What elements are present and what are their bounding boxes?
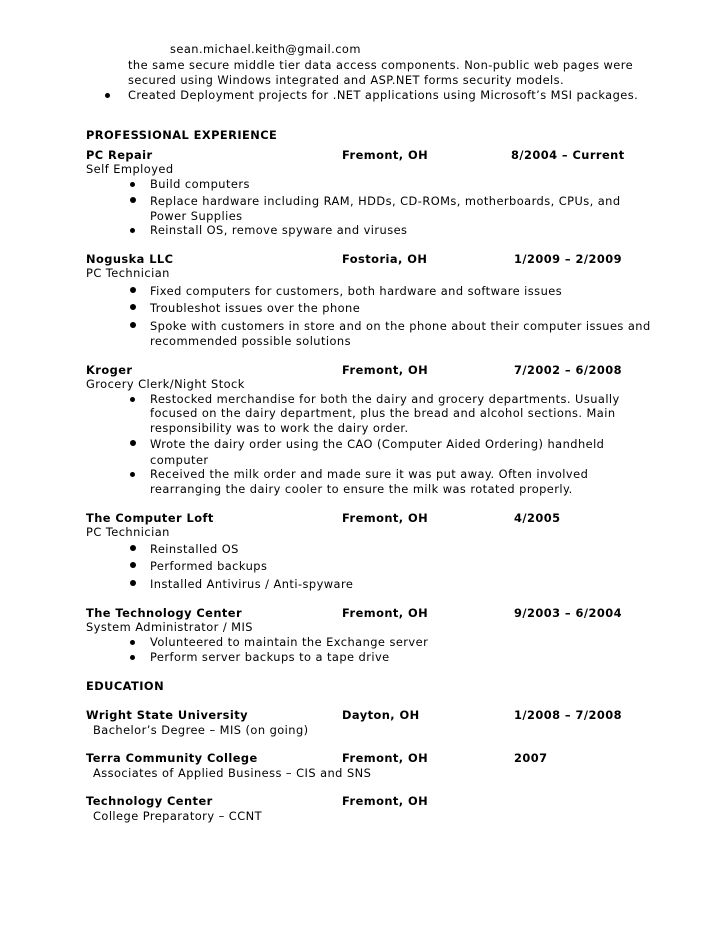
school-location: Dayton, OH: [342, 708, 420, 722]
job-dates: 8/2004 – Current: [511, 148, 625, 162]
job-company: Kroger: [86, 363, 133, 377]
bullet-icon: [130, 322, 136, 328]
job-bullet-text: computer: [150, 453, 209, 467]
job-role: Self Employed: [86, 162, 174, 176]
job-dates: 1/2009 – 2/2009: [514, 252, 622, 266]
continued-bullet-text: Created Deployment projects for .NET applications using Microsoft’s MSI packages.: [128, 88, 639, 102]
job-location: Fremont, OH: [342, 363, 429, 377]
job-company: Noguska LLC: [86, 252, 174, 266]
job-bullet-text: Received the milk order and made sure it was put away. Often involved: [150, 467, 589, 481]
job-bullet-text: Build computers: [150, 177, 250, 191]
job-bullet-text: Reinstalled OS: [150, 542, 239, 556]
job-role: Grocery Clerk/Night Stock: [86, 377, 245, 391]
job-bullet-text: Troubleshot issues over the phone: [150, 301, 361, 315]
job-bullet-text: Installed Antivirus / Anti-spyware: [150, 577, 354, 591]
school-name: Terra Community College: [86, 751, 258, 765]
job-dates: 4/2005: [514, 511, 561, 525]
job-bullet-text: Performed backups: [150, 559, 268, 573]
job-bullet-text: responsibility was to work the dairy order.: [150, 421, 409, 435]
job-bullet-text: rearranging the dairy cooler to ensure the milk was rotated properly.: [150, 482, 573, 496]
bullet-icon: [130, 440, 136, 446]
school-degree: Associates of Applied Business – CIS and SNS: [93, 766, 372, 780]
job-bullet-text: Volunteered to maintain the Exchange server: [150, 635, 429, 649]
bullet-icon: [130, 304, 136, 310]
job-role: PC Technician: [86, 266, 170, 280]
job-location: Fremont, OH: [342, 511, 429, 525]
job-dates: 7/2002 – 6/2008: [514, 363, 622, 377]
bullet-icon: [130, 287, 136, 293]
continued-text-line: the same secure middle tier data access components. Non-public web pages were: [128, 58, 634, 72]
school-name: Wright State University: [86, 708, 248, 722]
school-name: Technology Center: [86, 794, 213, 808]
job-bullet-text: Reinstall OS, remove spyware and viruses: [150, 223, 408, 237]
job-bullet-text: Spoke with customers in store and on the phone about their computer issues and: [150, 319, 651, 333]
continued-text-line: secured using Windows integrated and ASP.NET forms security models.: [128, 73, 565, 87]
job-company: The Computer Loft: [86, 511, 214, 525]
school-dates: 2007: [514, 751, 548, 765]
school-location: Fremont, OH: [342, 751, 429, 765]
job-role: System Administrator / MIS: [86, 620, 253, 634]
section-heading-experience: PROFESSIONAL EXPERIENCE: [86, 128, 278, 142]
section-heading-education: EDUCATION: [86, 679, 165, 693]
job-bullet-text: Wrote the dairy order using the CAO (Computer Aided Ordering) handheld: [150, 437, 605, 451]
bullet-icon: [130, 472, 135, 477]
job-company: PC Repair: [86, 148, 153, 162]
job-bullet-text: recommended possible solutions: [150, 334, 351, 348]
job-bullet-text: Power Supplies: [150, 209, 243, 223]
job-company: The Technology Center: [86, 606, 243, 620]
job-bullet-text: focused on the dairy department, plus the bread and alcohol sections. Main: [150, 406, 616, 420]
bullet-icon: [130, 562, 136, 568]
school-degree: Bachelor’s Degree – MIS (on going): [93, 723, 309, 737]
school-degree: College Preparatory – CCNT: [93, 809, 262, 823]
job-dates: 9/2003 – 6/2004: [514, 606, 622, 620]
bullet-icon: [130, 580, 136, 586]
bullet-icon: [105, 93, 110, 98]
job-bullet-text: Fixed computers for customers, both hardware and software issues: [150, 284, 563, 298]
school-location: Fremont, OH: [342, 794, 429, 808]
bullet-icon: [130, 182, 135, 187]
job-bullet-text: Perform server backups to a tape drive: [150, 650, 390, 664]
job-bullet-text: Replace hardware including RAM, HDDs, CD-ROMs, motherboards, CPUs, and: [150, 194, 621, 208]
job-bullet-text: Restocked merchandise for both the dairy and grocery departments. Usually: [150, 392, 620, 406]
bullet-icon: [130, 197, 136, 203]
bullet-icon: [130, 545, 136, 551]
bullet-icon: [130, 655, 135, 660]
job-role: PC Technician: [86, 525, 170, 539]
job-location: Fostoria, OH: [342, 252, 428, 266]
job-location: Fremont, OH: [342, 606, 429, 620]
bullet-icon: [130, 640, 135, 645]
bullet-icon: [130, 228, 135, 233]
bullet-icon: [130, 397, 135, 402]
school-dates: 1/2008 – 7/2008: [514, 708, 622, 722]
job-location: Fremont, OH: [342, 148, 429, 162]
contact-email: sean.michael.keith@gmail.com: [170, 42, 361, 56]
